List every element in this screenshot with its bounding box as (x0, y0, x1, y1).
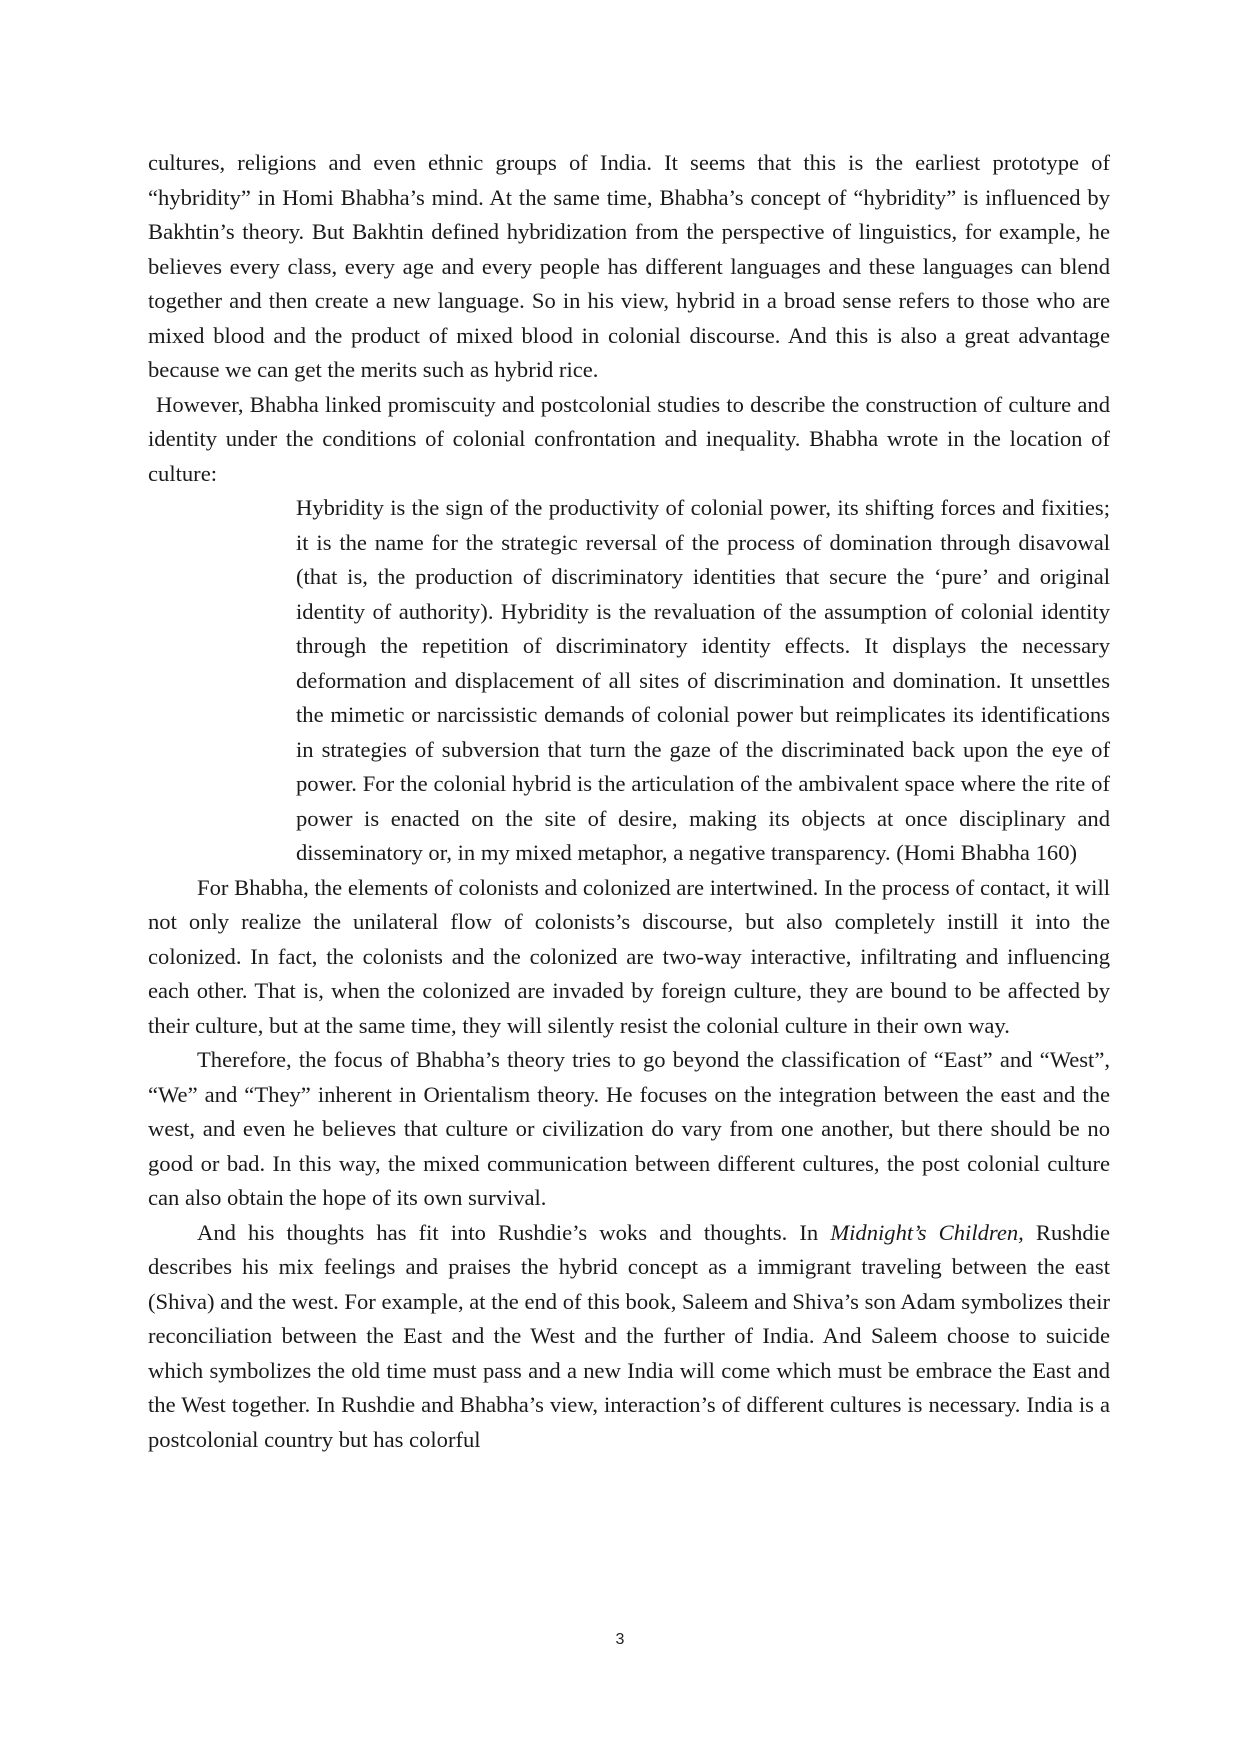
paragraph-hybridity-prototype: cultures, religions and even ethnic groups of India. It seems that this is the earliest prototype of “hybridity” in Homi Bhabha’s mind. At the same time, Bhabha’s concept of “hybridity” is influenced by Bakhtin’s theory. But Bakhtin defined hybridization from the perspective of linguistics, for example, he believes every class, every age and every people has different languages and these languages can blend together and then create a new language. So in his view, hybrid in a broad sense refers to those who are mixed blood and the product of mixed blood in colonial discourse. And this is also a great advantage because we can get the merits such as hybrid rice. (148, 150, 1110, 382)
rushdie-text-after-title: Rushdie describes his mix feelings and praises the hybrid concept as a immigrant traveling between the east (Shiva) and the west. For example, at the end of this book, Saleem and Shiva’s son Adam symbolizes their reconciliation between the East and the West and the further of India. And Saleem choose to suicide which symbolizes the old time must pass and a new India will come which must be embrace the East and the West together. In Rushdie and Bhabha’s view, interaction’s of different cultures is necessary. India is a postcolonial country but has colorful (148, 1219, 1110, 1452)
page-number: 3 (615, 1631, 625, 1648)
book-title-midnights-children: Midnight’s Children, (830, 1219, 1024, 1245)
paragraph-colonists-colonized: For Bhabha, the elements of colonists and colonized are intertwined. In the process of contact, it will not only realize the unilateral flow of colonists’s discourse, but also completely instill it into the colonized. In fact, the colonists and the colonized are two-way interactive, infiltrating and influencing each other. That is, when the colonized are invaded by foreign culture, they are bound to be affected by their culture, but at the same time, they will silently resist the colonial culture in their own way. (148, 874, 1110, 1038)
block-quote-location-of-culture: Hybridity is the sign of the productivity of colonial power, its shifting forces and fixities; it is the name for the strategic reversal of the process of domination through disavowal (that is, the production of discriminatory identities that secure the ‘pure’ and original identity of authority). Hybridity is the revaluation of the assumption of colonial identity through the repetition of discriminatory identity effects. It displays the necessary deformation and displacement of all sites of discrimination and domination. It unsettles the mimetic or narcissistic demands of colonial power but reimplicates its identifications in strategies of subversion that turn the gaze of the discriminated back upon the eye of power. For the colonial hybrid is the articulation of the ambivalent space where the rite of power is enacted on the site of desire, making its objects at once disciplinary and disseminatory or, in my mixed metaphor, a negative transparency. (Homi Bhabha 160) (296, 495, 1110, 865)
paragraph-east-west: Therefore, the focus of Bhabha’s theory tries to go beyond the classification of “East” and “West”, “We” and “They” inherent in Orientalism theory. He focuses on the integration between the east and the west, and even he believes that culture or civilization do vary from one another, but there should be no good or bad. In this way, the mixed communication between different cultures, the post colonial culture can also obtain the hope of its own survival. (148, 1047, 1110, 1210)
paragraph-rushdie (148, 1216, 1110, 1458)
paragraph-bhabha-promiscuity: However, Bhabha linked promiscuity and postcolonial studies to describe the construction of culture and identity under the conditions of colonial confrontation and inequality. Bhabha wrote in the location of culture: (148, 391, 1110, 486)
rushdie-text-before-title: And his thoughts has fit into Rushdie’s woks and thoughts. In (197, 1219, 831, 1245)
document-body (148, 146, 1110, 1457)
